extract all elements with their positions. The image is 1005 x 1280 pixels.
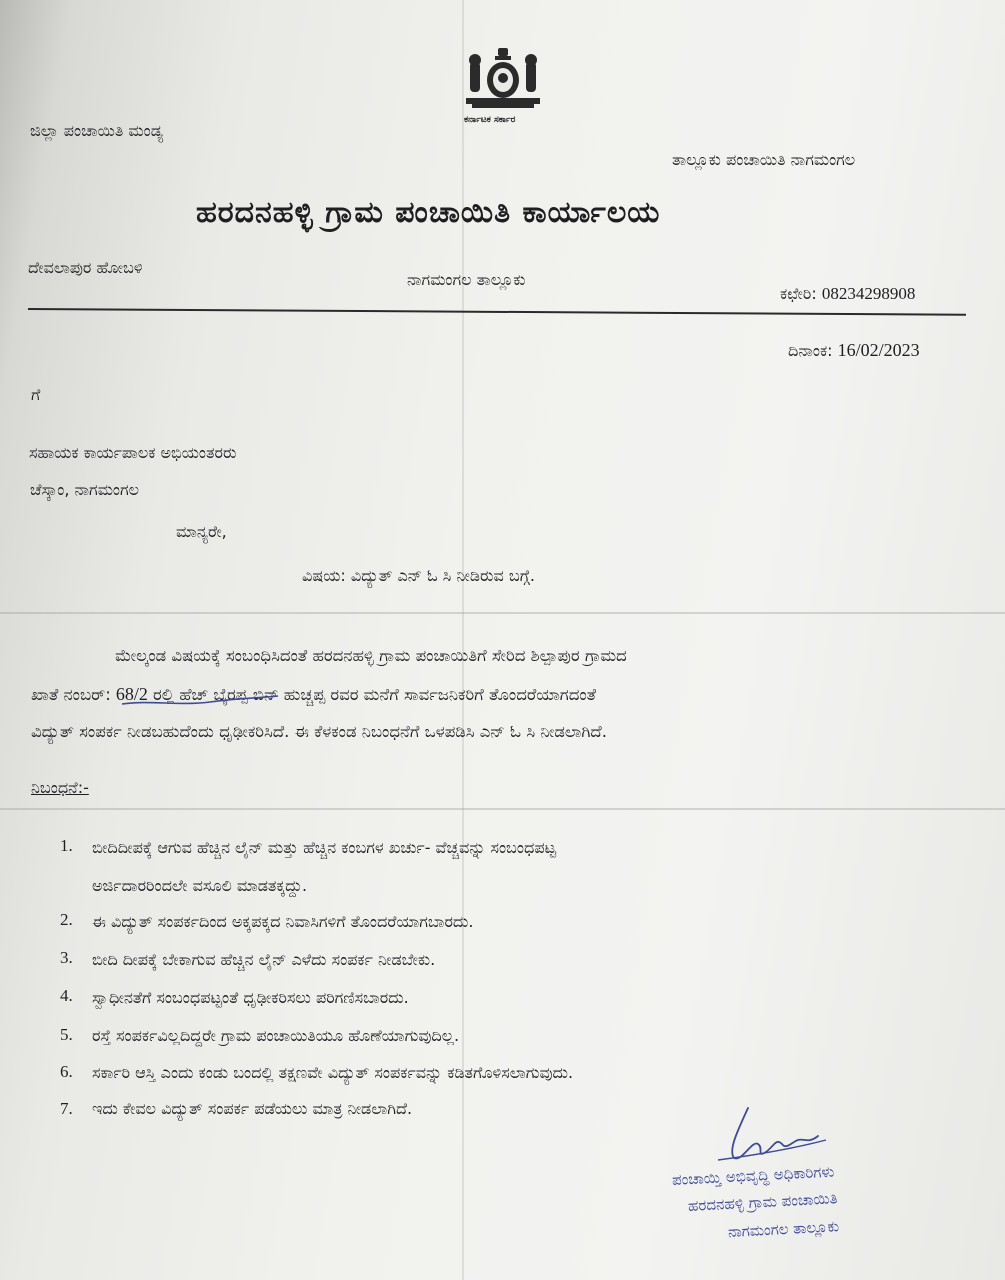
condition-number: 5. <box>60 1025 73 1044</box>
condition-text: ಸರ್ಕಾರಿ ಆಸ್ತಿ ಎಂದು ಕಂಡು ಬಂದಲ್ಲಿ ತಕ್ಷಣವೇ ವಿದ್ಯುತ್ ಸಂಪರ್ಕವನ್ನು ಕಡಿತಗೊಳಿಸಲಾಗುವುದು. <box>92 1063 574 1082</box>
taluk-name: ನಾಗಮಂಗಲ ತಾಲ್ಲೂಕು <box>407 270 526 289</box>
condition-text: ಬೀದಿದೀಪಕ್ಕೆ ಆಗುವ ಹೆಚ್ಚಿನ ಲೈನ್ ಮತ್ತು ಹೆಚ್ಚಿನ ಕಂಬಗಳ ಖರ್ಚು- ವೆಚ್ಚವನ್ನು ಸಂಬಂಧಪಟ್ಟ <box>92 838 557 857</box>
handwritten-signature <box>708 1100 838 1170</box>
conditions-heading: ನಿಬಂಧನೆ:- <box>31 778 89 797</box>
salutation: ಮಾನ್ಯರೇ, <box>176 522 227 541</box>
condition-number: 2. <box>60 910 73 929</box>
condition-number: 4. <box>60 986 73 1005</box>
paper-crease <box>0 808 1005 810</box>
office-title: ಹರದನಹಳ್ಳಿ ಗ್ರಾಮ ಪಂಚಾಯಿತಿ ಕಾರ್ಯಾಲಯ <box>196 195 661 230</box>
body-line-2-text: ರಲ್ಲಿ ಹೆಚ್ ಬೈರಪ್ಪ ಬಿನ್ ಹುಚ್ಚಪ್ಪ ರವರ ಮನೆಗೆ ಸಾರ್ವಜನಿಕರಿಗೆ ತೊಂದರೆಯಾಗದಂತೆ <box>152 685 597 704</box>
recipient-designation: ಸಹಾಯಕ ಕಾರ್ಯಪಾಲಕ ಅಭಿಯಂತರರು <box>29 443 237 462</box>
signatory-office: ಹರದನಹಳ್ಳಿ ಗ್ರಾಮ ಪಂಚಾಯಿತಿ <box>687 1189 838 1215</box>
body-line-1: ಮೇಲ್ಕಂಡ ವಿಷಯಕ್ಕೆ ಸಂಬಂಧಿಸಿದಂತೆ ಹರದನಹಳ್ಳಿ ಗ್ರಾಮ ಪಂಚಾಯಿತಿಗೆ ಸೇರಿದ ಶಿಲ್ಪಾಪುರ ಗ್ರಾಮದ <box>115 646 627 665</box>
condition-number: 6. <box>60 1062 73 1081</box>
signatory-taluk: ನಾಗಮಂಗಲ ತಾಲ್ಲೂಕು <box>727 1217 840 1241</box>
hobli-name: ದೇವಲಾಪುರ ಹೋಬಳಿ <box>28 258 143 277</box>
date-label: ದಿನಾಂಕ: <box>788 341 833 360</box>
recipient-to: ಗೆ <box>31 385 41 404</box>
taluk-panchayat: ತಾಲ್ಲೂಕು ಪಂಚಾಯಿತಿ ನಾಗಮಂಗಲ <box>672 150 856 169</box>
district-panchayat: ಜಿಲ್ಲಾ ಪಂಚಾಯಿತಿ ಮಂಡ್ಯ <box>30 121 164 140</box>
condition-number: 3. <box>60 948 73 967</box>
body-line-2 <box>31 684 596 705</box>
recipient-office: ಚೆಸ್ಕಾಂ, ನಾಗಮಂಗಲ <box>30 480 140 499</box>
condition-text-continued: ಅರ್ಜಿದಾರರಿಂದಲೇ ವಸೂಲಿ ಮಾಡತಕ್ಕದ್ದು. <box>92 876 308 895</box>
office-phone-number: 08234298908 <box>821 284 916 303</box>
paper-crease <box>462 0 464 1280</box>
condition-text: ಈ ವಿದ್ಯುತ್ ಸಂಪರ್ಕದಿಂದ ಅಕ್ಕಪಕ್ಕದ ನಿವಾಸಿಗಳಿಗೆ ತೊಂದರೆಯಾಗಬಾರದು. <box>92 912 474 931</box>
signatory-designation: ಪಂಚಾಯ್ತಿ ಅಭಿವೃದ್ಧಿ ಅಧಿಕಾರಿಗಳು <box>671 1162 835 1189</box>
office-phone-label: ಕಛೇರಿ: <box>780 284 817 303</box>
pen-underline <box>120 682 280 712</box>
account-number: 68/2 <box>115 684 148 704</box>
condition-text: ಇದು ಕೇವಲ ವಿದ್ಯುತ್ ಸಂಪರ್ಕ ಪಡೆಯಲು ಮಾತ್ರ ನೀಡಲಾಗಿದೆ. <box>92 1099 413 1118</box>
header-divider <box>28 308 966 316</box>
condition-number: 1. <box>60 836 73 855</box>
body-line-3: ವಿದ್ಯುತ್ ಸಂಪರ್ಕ ನೀಡಬಹುದೆಂದು ಧೃಢೀಕರಿಸಿದೆ. ಈ ಕೆಳಕಂಡ ನಿಬಂಧನೆಗೆ ಒಳಪಡಿಸಿ ಎನ್ ಓ ಸಿ ನೀಡಲಾಗಿದೆ. <box>31 722 607 741</box>
paper-crease <box>0 612 1005 614</box>
condition-number: 7. <box>60 1099 73 1118</box>
date-value: 16/02/2023 <box>837 340 920 360</box>
letter-date <box>788 340 920 361</box>
emblem-caption: ಕರ್ನಾಟಕ ಸರ್ಕಾರ <box>464 115 516 125</box>
account-number-label: ಖಾತೆ ನಂಬರ್: <box>31 685 111 704</box>
office-phone <box>780 284 915 304</box>
government-emblem <box>462 44 544 130</box>
condition-text: ಬೀದಿ ದೀಪಕ್ಕೆ ಬೇಕಾಗುವ ಹೆಚ್ಚಿನ ಲೈನ್ ಎಳೆದು ಸಂಪರ್ಕ ನೀಡಬೇಕು. <box>92 950 436 969</box>
condition-text: ರಸ್ತೆ ಸಂಪರ್ಕವಿಲ್ಲದಿದ್ದರೇ ಗ್ರಾಮ ಪಂಚಾಯಿತಿಯೂ ಹೊಣೆಯಾಗುವುದಿಲ್ಲ. <box>92 1026 460 1045</box>
condition-text: ಸ್ವಾಧೀನತೆಗೆ ಸಂಬಂಧಪಟ್ಟಂತೆ ಧೃಢೀಕರಿಸಲು ಪರಿಗಣಿಸಬಾರದು. <box>92 988 409 1007</box>
emblem-icon <box>462 44 544 114</box>
subject-line: ವಿಷಯ: ವಿದ್ಯುತ್ ಎನ್ ಓ ಸಿ ನೀಡಿರುವ ಬಗ್ಗೆ. <box>302 566 535 585</box>
